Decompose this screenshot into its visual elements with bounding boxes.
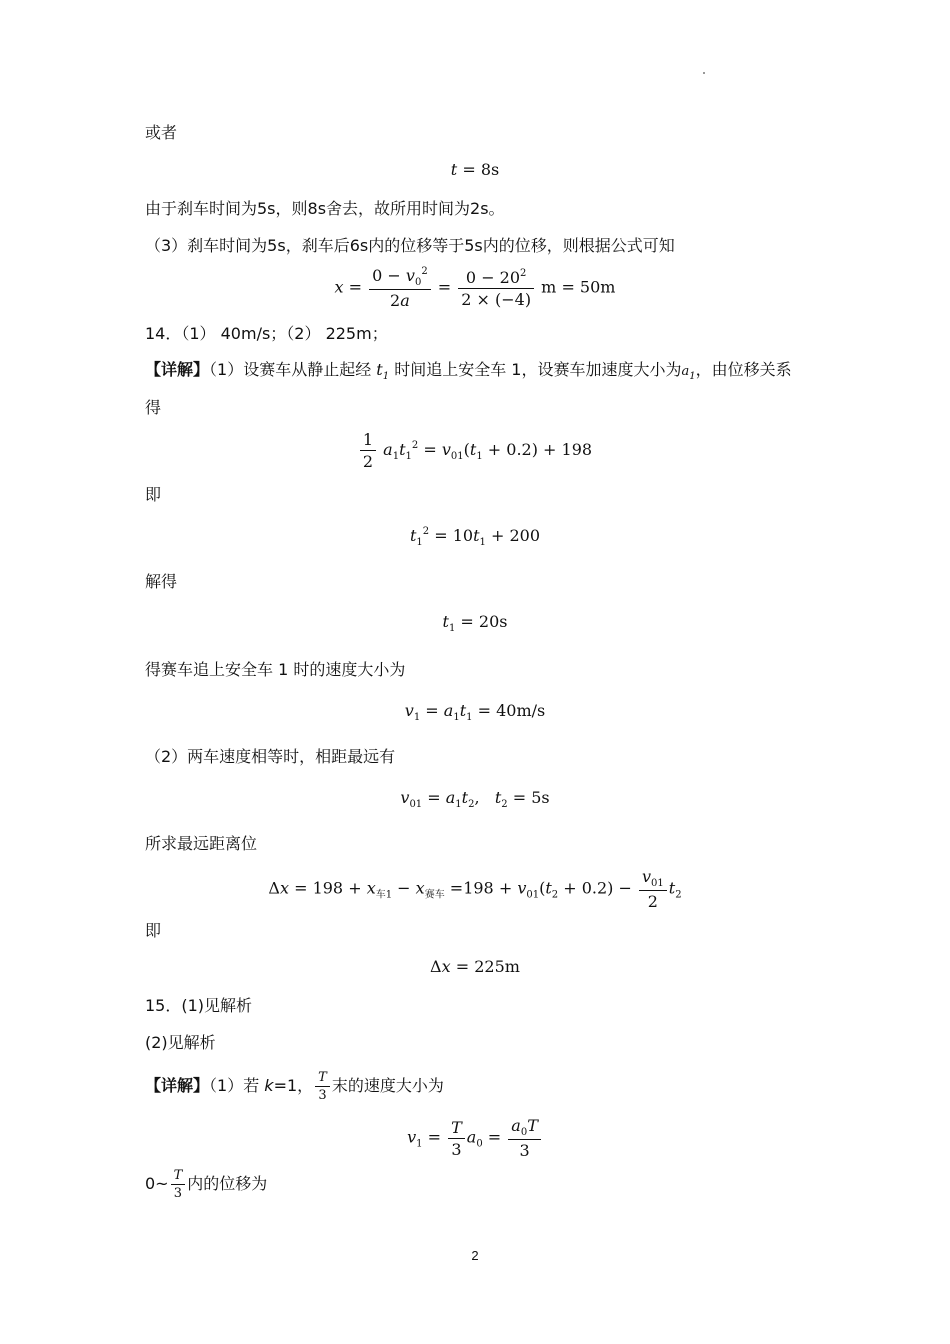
equation-position-relation: $\frac{1}{2}$ $a_1t_1^2 = v_{01}(t_1 + 0.2) + 198$ [0, 430, 950, 471]
equation-t-8s: t = 8s [450, 160, 500, 179]
equation-delta-x-225: Δx = 225m [430, 957, 520, 976]
text-line: (2)见解析 [145, 1033, 216, 1052]
text-line: 【详解】（1）若 k=1， $\frac{T}{3}$ 末的速度大小为 [145, 1070, 444, 1103]
detail-label: 【详解】 [145, 360, 210, 379]
text-line: （3）刹车时间为5s，刹车后6s内的位移等于5s内的位移，则根据公式可知 [145, 236, 675, 255]
text-line: （2）两车速度相等时，相距最远有 [145, 747, 396, 766]
page-number: 2 [471, 1248, 479, 1263]
detail-label: 【详解】 [145, 1076, 210, 1095]
text-line: 得赛车追上安全车 1 时的速度大小为 [145, 660, 406, 679]
text-line: 即 [145, 485, 162, 504]
equation-v1-a0T: $v_1$ = $\frac{T}{3}$ $a_0$ = $\frac{a_0T}{3}$ [0, 1116, 950, 1160]
answer-line-15: 15．(1)见解析 [145, 996, 253, 1015]
text-line: 得 [145, 398, 162, 417]
equation-max-distance: $\Delta x = 198 + x_{车1} - x_{赛车} =198 + v_{01}(t_2 + 0.2)$ − $\frac{v_{01}}{2}$ $t_2$ [268, 867, 682, 911]
text-line: 【详解】（1）设赛车从静止起经 $t_1$ 时间追上安全车 1，设赛车加速度大小为$a_1$，由位移关系 [145, 360, 792, 382]
text-line: 0~ $\frac{T}{3}$ 内的位移为 [145, 1168, 268, 1201]
answer-line-14: 14．（1） 40m/s；（2） 225m； [145, 324, 388, 343]
equation-displacement-50m: x = $\frac{0 - v_0^2}{2a}$ = $\frac{0 - 20^2}{2 \times (-4)}$ m = 50m [334, 266, 616, 310]
text-line: 所求最远距离位 [145, 834, 258, 853]
equation-v1-40: $v_1 = a_1t_1 = 40m/s$ [404, 701, 546, 723]
text-line: 即 [145, 921, 162, 940]
text-line: 解得 [145, 572, 178, 591]
text-line: 由于刹车时间为5s，则8s舍去，故所用时间为2s。 [145, 199, 505, 218]
equation-t1-20s: $t_1 = 20s$ [442, 612, 508, 634]
equation-t1-quadratic: $t_1^2 = 10t_1 + 200$ [409, 526, 541, 548]
scan-speck [703, 72, 705, 74]
text-line: 或者 [145, 123, 178, 142]
equation-v01-t2: $v_{01} = a_1t_2$, $t_2 = 5s$ [400, 788, 550, 810]
